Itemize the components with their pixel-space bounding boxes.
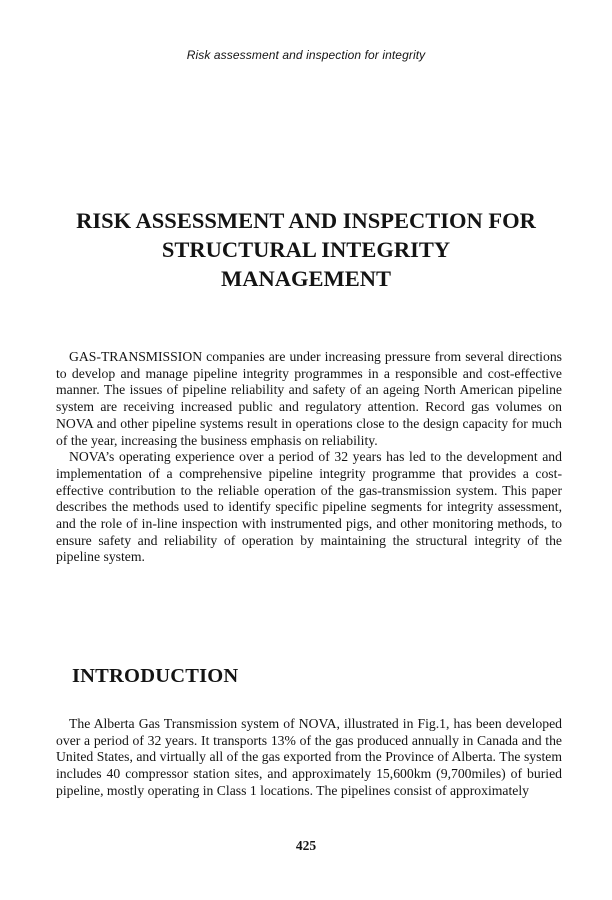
title-line-2: STRUCTURAL INTEGRITY (161, 237, 451, 262)
running-header: Risk assessment and inspection for integrity (186, 48, 426, 62)
abstract (56, 349, 562, 566)
title-line-3: MANAGEMENT (221, 266, 391, 291)
introduction-paragraph-1: The Alberta Gas Transmission system of NOVA, illustrated in Fig.1, has been developed over a period of 32 years. It transports 13% of the gas produced annually in Canada and the United States, and virtually all of the gas exported from the Province of Alberta. The system includes 40 compressor station sites, and approximately 15,600km (9,700miles) of buried pipeline, mostly operating in Class 1 locations. The pipelines consist of approximately (56, 716, 562, 798)
abstract-paragraph-1: GAS-TRANSMISSION companies are under increasing pressure from several directions to develop and manage pipeline integrity programmes in a responsible and cost-effective manner. The issues of pipeline reliability and safety of an ageing North American pipeline system are receiving increased public and regulatory attention. Record gas volumes on NOVA and other pipeline systems result in operations close to the design capacity for much of the year, increasing the business emphasis on reliability. (56, 349, 562, 448)
abstract-paragraph-2: NOVA’s operating experience over a period of 32 years has led to the development and implementation of a comprehensive pipeline integrity programme that provides a cost-effective contribution to the reliable operation of the gas-transmission system. This paper describes the methods used to identify specific pipeline segments for integrity assessment, and the role of in-line inspection with instrumented pigs, and other monitoring methods, to ensure safety and reliability of operation by maintaining the structural integrity of the pipeline system. (56, 449, 562, 565)
title-line-1: RISK ASSESSMENT AND INSPECTION FOR (76, 208, 536, 233)
section-heading-introduction: INTRODUCTION (72, 665, 239, 687)
page-title (40, 206, 572, 293)
page-number: 425 (295, 838, 317, 853)
introduction-body (56, 716, 562, 800)
